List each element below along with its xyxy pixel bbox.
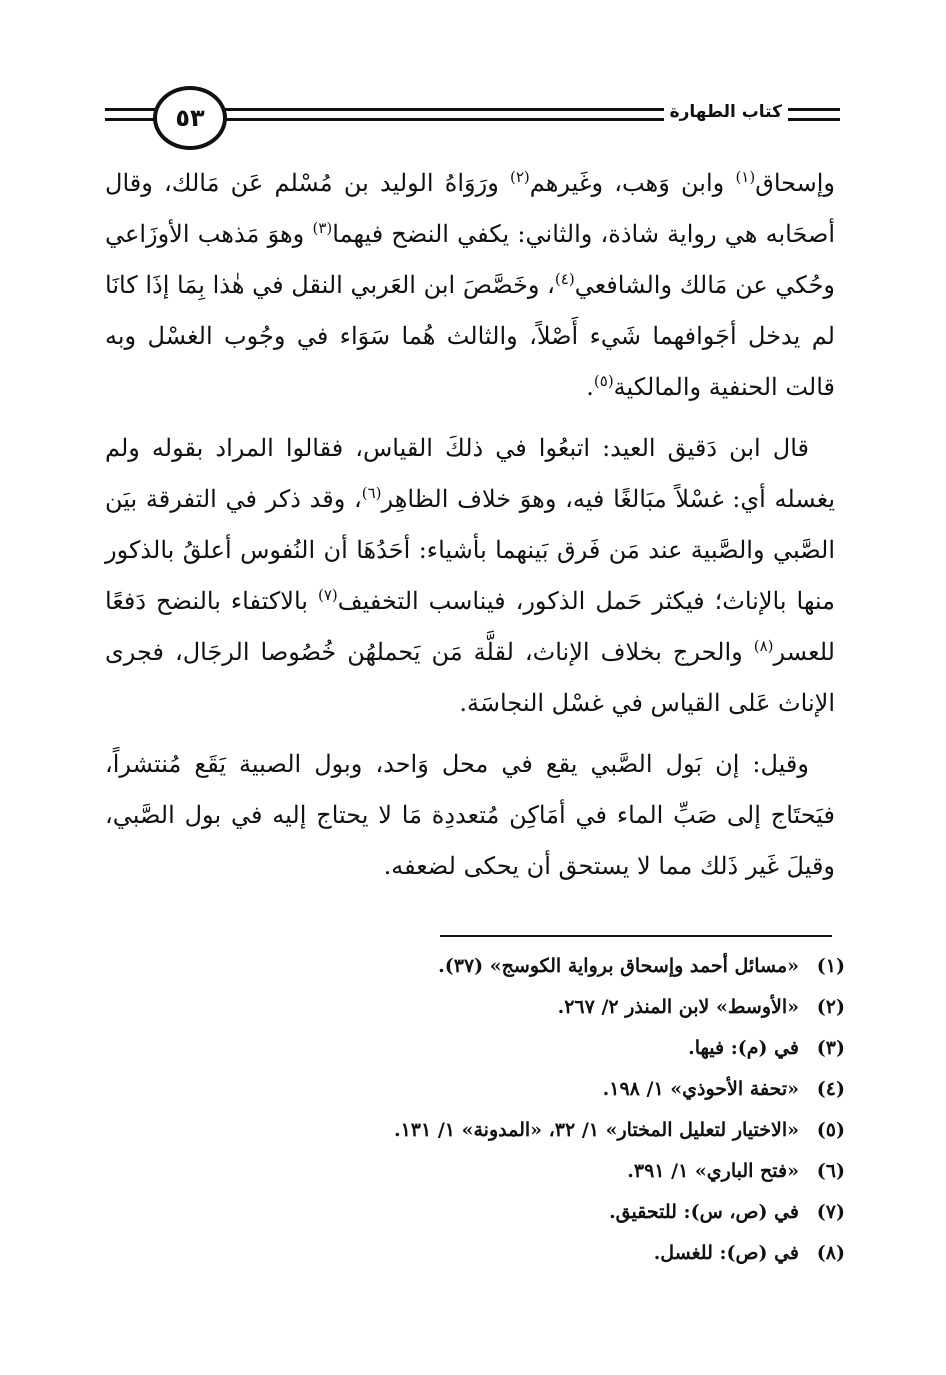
footnote-text: «فتح الباري» ١/ ٣٩١. bbox=[627, 1160, 799, 1182]
text-run: قال ابن دَقيق العيد: اتبعُوا في ذلكَ القياس، فقالوا المراد بقوله ولم يغسله أي: غسْلاً مبَالغًا فيه، وهوَ خلاف الظاهِر bbox=[105, 434, 836, 513]
footnotes bbox=[200, 946, 845, 1274]
text-run: ، وقد ذكر في التفرقة بيَن الصَّبي والصَّبية عند مَن فَرق بَينهما بأشياء: أحَدُهَا أن النُفوس أعلقُ بالذكور منها بالإناث؛ فيكثر حَمل الذكور، فيناسب التخفيف bbox=[105, 485, 835, 615]
footnote-text: في (ص، س): للتحقيق. bbox=[609, 1201, 799, 1223]
text-run: . bbox=[586, 373, 594, 401]
footnote-ref: (١) bbox=[735, 168, 756, 186]
footnote-separator bbox=[440, 935, 832, 937]
main-text bbox=[105, 158, 835, 902]
footnote-number: (٧) bbox=[816, 1201, 845, 1223]
footnote-number: (٦) bbox=[816, 1160, 845, 1182]
footnote-text: في (م): فيها. bbox=[688, 1037, 799, 1059]
text-run: وإسحاق bbox=[755, 169, 836, 197]
footnote-ref: (٦) bbox=[361, 484, 382, 502]
footnote-number: (٥) bbox=[816, 1119, 845, 1141]
footnote-number: (٢) bbox=[816, 996, 845, 1018]
text-run: بالاكتفاء بالنضح دَفعًا للعسر bbox=[105, 587, 835, 666]
text-run: ورَوَاهُ الوليد بن مُسْلم عَن مَالك، وقال أصحَابه هي رواية شاذة، والثاني: يكفي النضح فيهما bbox=[105, 169, 836, 248]
text-run: والحرج بخلاف الإناث، لقلَّة مَن يَحملهُن خُصُوصا الرجَال، فجرى الإناث عَلى القياس في غسْل النجاسَة. bbox=[105, 638, 835, 717]
footnote-number: (٣) bbox=[816, 1037, 845, 1059]
footnote-text: «تحفة الأحوذي» ١/ ١٩٨. bbox=[602, 1078, 799, 1100]
footnote-number: (٨) bbox=[816, 1242, 845, 1264]
text-run: وابن وَهب، وغَيرهم bbox=[529, 169, 736, 197]
paragraph bbox=[105, 739, 835, 892]
text-run: وهوَ مَذهب الأوزَاعي وحُكي عن مَالك والشافعي bbox=[105, 220, 835, 299]
footnote-ref: (٨) bbox=[753, 637, 774, 655]
page-header bbox=[105, 86, 840, 146]
footnote bbox=[200, 987, 845, 1028]
footnote bbox=[200, 1192, 845, 1233]
running-title: كتاب الطهارة bbox=[664, 102, 788, 122]
footnote-text: «مسائل أحمد وإسحاق برواية الكوسج» (٣٧). bbox=[438, 955, 799, 977]
text-run: ، وخَصَّصَ ابن العَربي النقل في هٰذا بِمَا إذَا كانَا لم يدخل أجَوافهما شَيء أَصْلاً، والثالث هُما سَوَاء في وجُوب الغسْل وبه قالت الحنفية والمالكية bbox=[105, 271, 835, 401]
page-number: ٥٣ bbox=[175, 104, 205, 132]
footnote bbox=[200, 1028, 845, 1069]
footnote-text: «الاختيار لتعليل المختار» ١/ ٣٢، «المدونة» ١/ ١٣١. bbox=[393, 1119, 799, 1141]
footnote bbox=[200, 1233, 845, 1274]
footnote-ref: (٧) bbox=[317, 586, 338, 604]
footnote-text: في (ص): للغسل. bbox=[653, 1242, 799, 1264]
paragraph bbox=[105, 158, 835, 413]
page-number-badge bbox=[153, 86, 227, 150]
text-run: وقيل: إن بَول الصَّبي يقع في محل وَاحد، وبول الصبية يَقَع مُنتشراً، فيَحتَاج إلى صَبِّ الماء في أمَاكِن مُتعددِة مَا لا يحتاج إليه في بول الصَّبي، وقيلَ غَير ذَلك مما لا يستحق أن يحكى لضعفه. bbox=[105, 750, 836, 880]
footnote bbox=[200, 946, 845, 987]
footnote-number: (١) bbox=[816, 955, 845, 977]
paragraph bbox=[105, 423, 835, 729]
footnote-ref: (٥) bbox=[593, 372, 614, 390]
footnote-ref: (٤) bbox=[554, 270, 575, 288]
footnote-number: (٤) bbox=[816, 1078, 845, 1100]
footnote-ref: (٢) bbox=[510, 168, 530, 186]
footnote-text: «الأوسط» لابن المنذر ٢/ ٢٦٧. bbox=[557, 996, 799, 1018]
footnote bbox=[200, 1110, 845, 1151]
footnote bbox=[200, 1151, 845, 1192]
footnote-ref: (٣) bbox=[312, 219, 333, 237]
footnote bbox=[200, 1069, 845, 1110]
